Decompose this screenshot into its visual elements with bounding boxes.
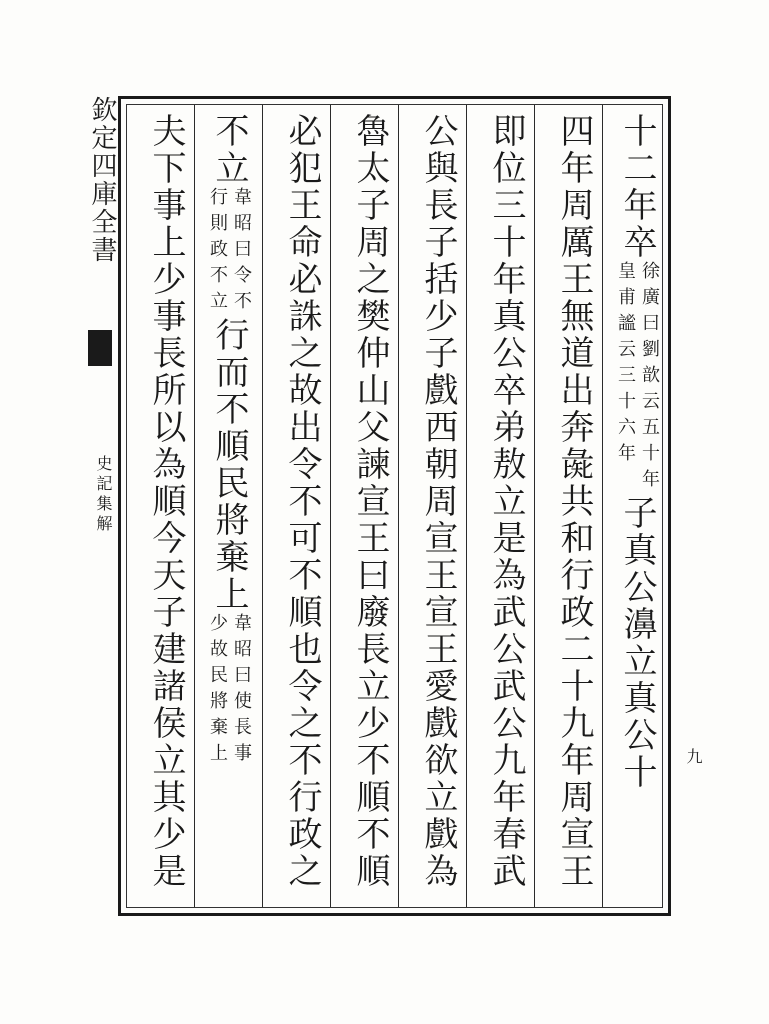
- text-frame-inner: [126, 104, 663, 908]
- annotation-left: 行則政不立: [207, 187, 228, 317]
- text-column-4: 公與長子括少子戲西朝周宣王宣王愛戲欲立戲為: [418, 113, 458, 890]
- column-rule: [262, 105, 263, 907]
- text-column-2: 四年周厲王無道出奔彘共和行政二十九年周宣王: [554, 113, 594, 890]
- annotation-pair: [205, 187, 253, 317]
- annotation-right: 韋昭曰使長事: [231, 613, 252, 769]
- column-text-main: 不立: [209, 113, 249, 187]
- column-rule: [466, 105, 467, 907]
- column-text-middle: 行而不順民將棄上: [209, 317, 249, 613]
- text-column-8: 夫下事上少事長所以為順今天子建諸侯立其少是: [146, 113, 186, 890]
- column-rule: [602, 105, 603, 907]
- annotation-left: 皇甫謐云三十六年: [615, 261, 636, 469]
- margin-subtitle: 史記集解: [94, 455, 113, 535]
- text-column-7: [199, 113, 259, 911]
- annotation-right: 徐廣曰劉歆云五十年: [639, 261, 660, 495]
- margin-book-title: 欽定四庫全書: [87, 96, 117, 264]
- margin-fish-tail-mark: [88, 330, 112, 366]
- annotation-right: 韋昭曰令不: [231, 187, 252, 317]
- text-column-6: 必犯王命必誅之故出令不可不順也令之不行政之: [282, 113, 322, 890]
- column-rule: [398, 105, 399, 907]
- annotation-pair: [205, 613, 253, 769]
- text-column-1: [607, 113, 667, 911]
- column-rule: [330, 105, 331, 907]
- column-text-main: 十二年卒: [617, 113, 657, 261]
- annotation-pair: [613, 261, 661, 495]
- column-rule: [194, 105, 195, 907]
- column-rule: [534, 105, 535, 907]
- text-frame: [118, 96, 671, 916]
- text-column-3: 即位三十年真公卒弟敖立是為武公武公九年春武: [486, 113, 526, 890]
- text-column-5: 魯太子周之樊仲山父諫宣王曰廢長立少不順不順: [350, 113, 390, 890]
- column-text-continued: 子真公濞立真公十: [617, 495, 657, 791]
- annotation-left: 少故民將棄上: [207, 613, 228, 769]
- margin-page-number: 九: [684, 748, 703, 764]
